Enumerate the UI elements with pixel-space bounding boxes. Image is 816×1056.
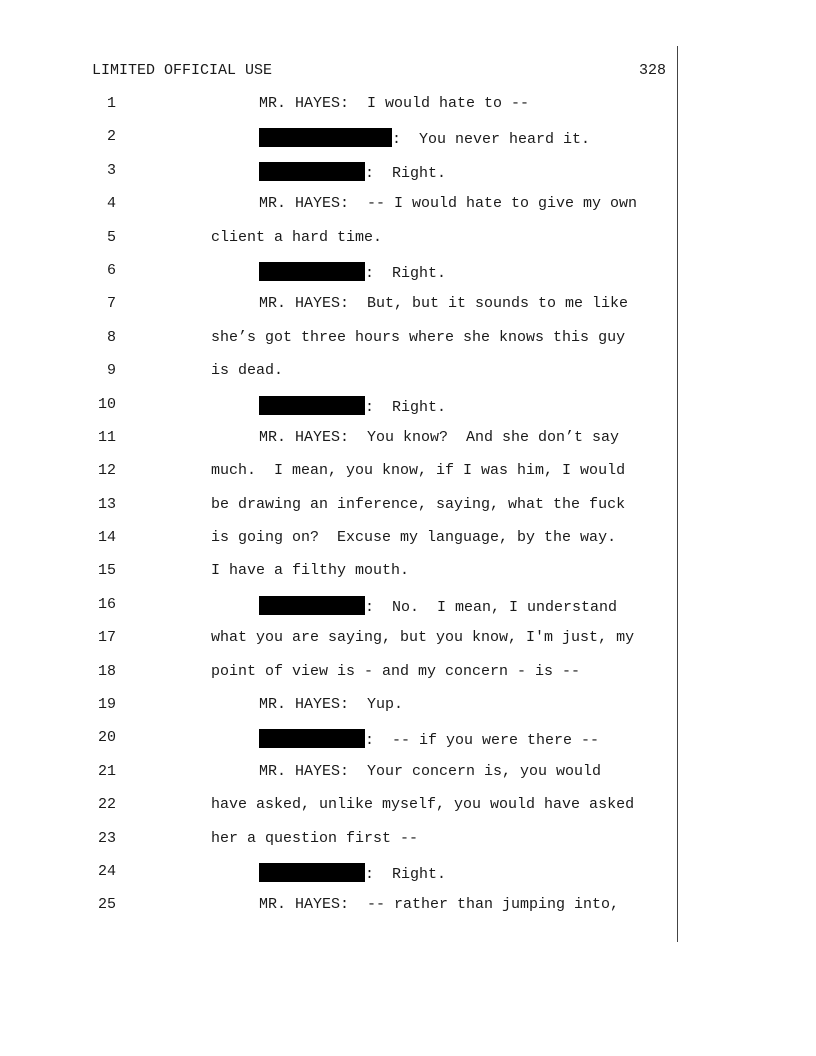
line-text xyxy=(211,663,580,680)
transcript-line xyxy=(0,429,816,462)
line-number: 20 xyxy=(97,729,116,747)
transcript-line xyxy=(0,496,816,529)
line-number: 6 xyxy=(106,261,116,279)
transcript-line xyxy=(0,362,816,395)
redaction-box xyxy=(259,128,392,147)
transcript-line xyxy=(0,195,816,228)
line-content: her a question first -- xyxy=(211,829,419,847)
line-content: is going on? Excuse my language, by the way. xyxy=(211,529,617,547)
line-content: be drawing an inference, saying, what the fuck xyxy=(211,495,626,513)
line-content: : No. I mean, I understand xyxy=(365,598,618,616)
line-text xyxy=(259,896,619,913)
line-number: 18 xyxy=(97,662,116,680)
redaction-box xyxy=(259,162,365,181)
line-content: she’s got three hours where she knows this guy xyxy=(211,328,626,346)
line-text xyxy=(211,629,634,646)
line-number: 17 xyxy=(97,629,116,647)
line-text xyxy=(259,763,601,780)
line-text xyxy=(211,496,625,513)
line-content: : Right. xyxy=(365,164,447,182)
line-text xyxy=(259,429,619,446)
line-content: point of view is - and my concern - is -- xyxy=(211,662,581,680)
line-content: much. I mean, you know, if I was him, I would xyxy=(211,462,626,480)
line-number: 15 xyxy=(97,562,116,580)
line-content: what you are saying, but you know, I'm just, my xyxy=(211,629,635,647)
line-number: 22 xyxy=(97,796,116,814)
line-number: 23 xyxy=(97,829,116,847)
line-number: 25 xyxy=(97,896,116,914)
redaction-box xyxy=(259,262,365,281)
transcript-line xyxy=(0,162,816,195)
line-content: : Right. xyxy=(365,398,447,416)
redaction-box xyxy=(259,596,365,615)
line-number: 16 xyxy=(97,595,116,613)
line-content: client a hard time. xyxy=(211,228,383,246)
line-number: 11 xyxy=(97,428,116,446)
line-content: MR. HAYES: -- rather than jumping into, xyxy=(259,896,620,914)
transcript-line xyxy=(0,729,816,762)
line-text xyxy=(211,329,625,346)
transcript-line xyxy=(0,95,816,128)
line-number: 1 xyxy=(106,95,116,112)
line-text xyxy=(211,462,625,479)
line-number: 5 xyxy=(106,228,116,246)
line-text xyxy=(211,830,418,847)
line-text xyxy=(211,562,409,579)
line-number: 3 xyxy=(106,161,116,179)
transcript-line xyxy=(0,863,816,896)
line-number: 8 xyxy=(106,328,116,346)
page-number: 328 xyxy=(638,62,666,79)
line-text xyxy=(211,362,283,379)
line-number: 24 xyxy=(97,862,116,880)
transcript-line xyxy=(0,396,816,429)
line-content: : You never heard it. xyxy=(392,131,591,149)
line-text xyxy=(259,262,446,282)
transcript-line xyxy=(0,262,816,295)
transcript-line xyxy=(0,896,816,929)
line-number: 4 xyxy=(106,195,116,213)
transcript-line xyxy=(0,562,816,595)
transcript-line xyxy=(0,663,816,696)
line-text xyxy=(211,529,616,546)
line-text xyxy=(259,128,590,148)
redaction-box xyxy=(259,863,365,882)
classification-header: LIMITED OFFICIAL USE xyxy=(92,62,273,79)
line-content: MR. HAYES: But, but it sounds to me like xyxy=(259,295,629,313)
line-text xyxy=(259,696,403,713)
transcript-line xyxy=(0,596,816,629)
line-content: : Right. xyxy=(365,264,447,282)
line-content: : -- if you were there -- xyxy=(365,732,600,750)
transcript-line xyxy=(0,796,816,829)
line-number: 7 xyxy=(106,295,116,313)
line-text xyxy=(211,796,634,813)
transcript-line xyxy=(0,329,816,362)
transcript-line xyxy=(0,763,816,796)
transcript-line xyxy=(0,229,816,262)
line-content: is dead. xyxy=(211,362,284,380)
line-content: : Right. xyxy=(365,865,447,883)
transcript-line xyxy=(0,529,816,562)
line-text xyxy=(259,596,617,616)
line-number: 19 xyxy=(97,696,116,714)
line-text xyxy=(259,295,628,312)
line-content: MR. HAYES: -- I would hate to give my own xyxy=(259,195,638,213)
line-content: MR. HAYES: You know? And she don’t say xyxy=(259,428,620,446)
transcript-line xyxy=(0,128,816,161)
line-content: MR. HAYES: Your concern is, you would xyxy=(259,762,602,780)
line-text xyxy=(259,195,637,212)
line-number: 21 xyxy=(97,762,116,780)
line-number: 2 xyxy=(106,128,116,146)
transcript-line xyxy=(0,696,816,729)
line-content: MR. HAYES: I would hate to -- xyxy=(259,95,530,112)
transcript-line xyxy=(0,830,816,863)
line-number: 13 xyxy=(97,495,116,513)
line-text xyxy=(259,729,599,749)
line-text xyxy=(259,863,446,883)
line-text xyxy=(259,162,446,182)
line-number: 14 xyxy=(97,529,116,547)
transcript-lines xyxy=(0,95,816,930)
line-text xyxy=(259,396,446,416)
line-number: 9 xyxy=(106,362,116,380)
line-text xyxy=(211,229,382,246)
transcript-line xyxy=(0,629,816,662)
line-content: I have a filthy mouth. xyxy=(211,562,410,580)
line-number: 10 xyxy=(97,395,116,413)
line-text xyxy=(259,95,529,112)
line-content: MR. HAYES: Yup. xyxy=(259,696,404,714)
line-number: 12 xyxy=(97,462,116,480)
redaction-box xyxy=(259,729,365,748)
redaction-box xyxy=(259,396,365,415)
transcript-line xyxy=(0,295,816,328)
transcript-line xyxy=(0,462,816,495)
line-content: have asked, unlike myself, you would have asked xyxy=(211,796,635,814)
